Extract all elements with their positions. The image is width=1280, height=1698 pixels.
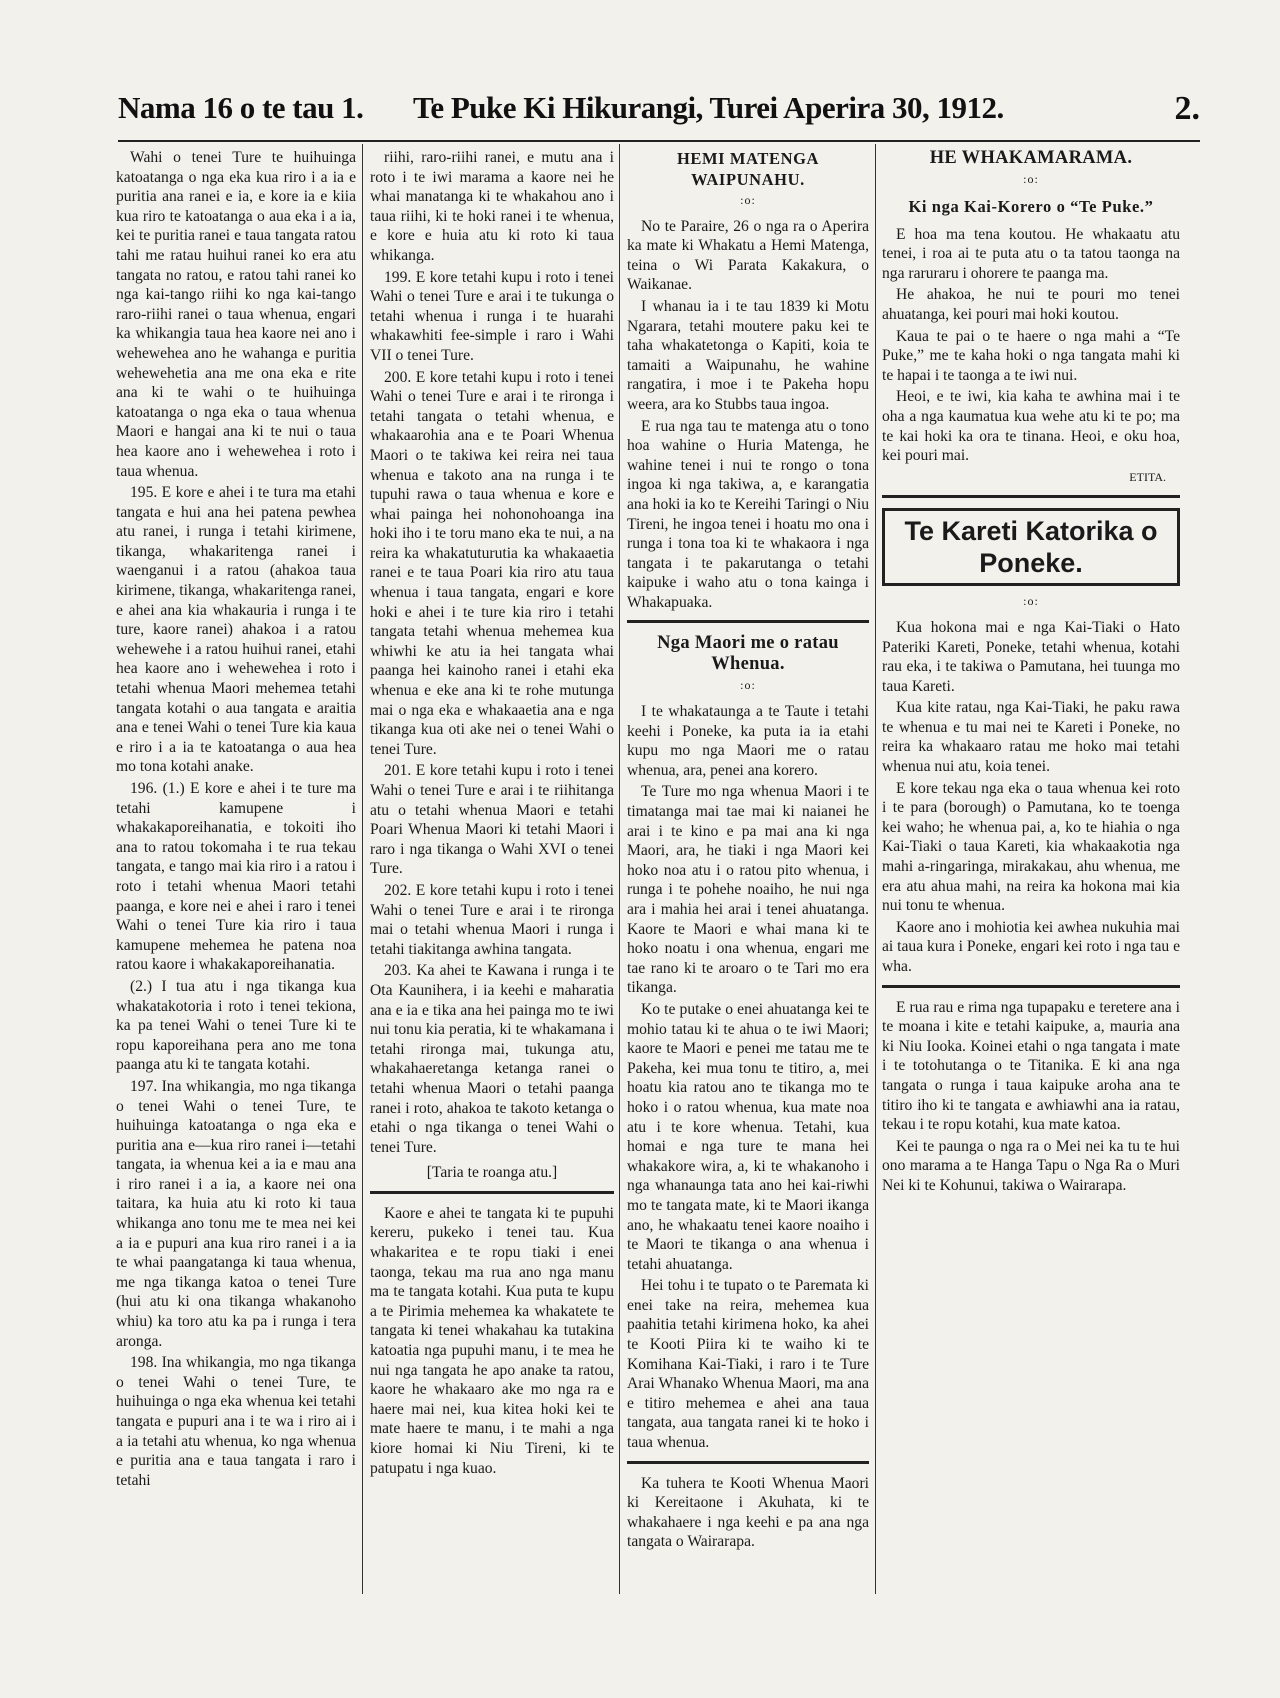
article-paragraph: He ahakoa, he nui te pouri mo tenei ahuatanga, kei pouri mai hoki koutou. [882,286,1180,323]
column-3 [627,148,869,1554]
article-paragraph: Heoi, e te iwi, kia kaha te awhina mai i te oha a nga kaumatua kua wehe atu ki te po; ma te kai hoki ka ora te tinana. Heoi, e oku hoa, kei pouri mai. [882,388,1180,465]
article-paragraph: Kua hokona mai e nga Kai-Tiaki o Hato Pateriki Kareti, Poneke, tetahi whenua, kotahi rau eka, i te takiwa o Pamutana, hei tuunga mo taua Kareti. [882,618,1180,695]
article-paragraph: riihi, raro-riihi ranei, e mutu ana i roto i te iwi marama a kaore nei he whai manatanga ki te whakahou ano i taua riihi, ki te hoki ranei i te whenua, e kore e huia atu ki roto ki taua whikanga. [370,149,614,264]
page-number: 2. [1174,90,1200,127]
separator: :o: [1023,594,1039,609]
masthead-rule [118,140,1200,142]
article-paragraph: 201. E kore tetahi kupu i roto i tenei Wahi o tenei Ture e arai i te riihitanga atu o tetahi whenua Maori e tetahi Poari Whenua Maori ki tetahi Maori i raro i nga tikanga o Wahi XVI o tenei Ture. [370,762,614,878]
paper-title-date: Te Puke Ki Hikurangi, Turei Aperira 30, 1912. [413,90,1004,125]
article-paragraph: 197. Ina whikangia, mo nga tikanga o tenei Wahi o tenei Ture, te huihuinga katoatanga o nga eka e puritia ana e—kua riro ranei i—tetahi tangata, ia whenua kei a ia e mau ana i riro ranei i a ia, a kaore nei ona taitara, ka huia atu ki roto ki taua whikanga ano tonu me te mea nei kei a ia e pupuri ana kua riro ranei i a ia te whai paangatanga ki taua whenua, me nga tikanga katoa o tenei Ture (hui atu ki ona tikanga whakanoho whiu) ka toro atu ka pa i runga i tera aronga. [116,1077,356,1350]
article-heading: HE WHAKAMARAMA. [929,148,1133,168]
article-paragraph: 199. E kore tetahi kupu i roto i tenei Wahi o tenei Ture e arai i te tukunga o tetahi whenua i runga i te huarahi whakawhiti fee-simple i raro i Wahi VII o tenei Ture. [370,268,614,364]
separator: :o: [740,193,756,207]
article-paragraph: Kaua te pai o te haere o nga mahi a “Te Puke,” me te kaha hoki o nga tangata mahi ki te hapai i te taonga a te iwi nui. [882,327,1180,384]
article-paragraph: Ko te putake o enei ahuatanga kei te mohio tatau ki te ahua o te iwi Maori; kaore te Maori e penei me tatau me te Pakeha, kei mua tonu te titiro, a, mei hoatu kia ratou ano te tikanga mo te hoko i o ratou whenua, kua mate noa atu i te kore whenua. Tetahi, kua homai e nga ture te mana hei whakakore wira, a, ki te whakanoho i nga whanaunga tata ano hei kai-riwhi mo te tangata mate, ki te Maori ikanga ano, he whakaatu tenei kaore noaiho i te Maori te tikanga o ana whenua i tetahi ahuatanga. [627,1000,869,1273]
separator: :o: [740,678,756,693]
article-heading: Te Kareti Katorika o Poneke. [904,516,1158,579]
article-paragraph: Kei te paunga o nga ra o Mei nei ka tu te hui ono marama a te Hanga Tapu o Nga Ra o Muri Nei ki te Kohunui, takiwa o Wairarapa. [882,1137,1180,1194]
separator: :o: [1023,172,1039,186]
section-rule [882,985,1180,988]
article-paragraph: 203. Ka ahei te Kawana i runga i te Ota Kaunihera, i ia keehi e maharatia ana e ia e tika ana hei painga mo te iwi nui tonu kia peratia, ki te whakamana i tetahi rironga mai, tukunga atu, whakahaeretanga ketanga ranei o tetahi whenua Maori o tetahi paanga ranei i roto, ahakoa te takoto ketanga o etahi o nga tikanga o tenei Wahi o tenei Ture. [370,962,614,1156]
section-rule [627,1461,869,1464]
article-paragraph: 200. E kore tetahi kupu i roto i tenei Wahi o tenei Ture e arai i te rironga i tetahi tangata o tetahi whenua, e whakaarohia ana e te Poari Whenua Maori o te takiwa kei reira nei taua whenua e takoto ana na runga i te tupuhi rawa o taua whenua e kore e whai painga hei nohonohoanga ina hoki iho i te toru mano eka te nui, a na reira ka whakatuturutia ka whakaaetia ranei e te taua Poari kia riro atu taua whenua i taua tangata, engari e kore hoki e ahei i te ture kia riro i tetahi tangata tetahi whenua mehemea kua whiwhi ke atu ia hei tangata whai paanga hei kainoho ranei i etahi eka whenua e eke ana ki te rohe mutunga mai o nga eka e whakaaetia ana e nga tikanga kua oti ake nei o tenei Wahi o tenei Ture. [370,368,614,758]
article-paragraph: E rua nga tau te matenga atu o tono hoa wahine o Huria Matenga, he wahine tenei i nui te rongo o tona ingoa ki nga takiwa, a, e karangatia ana hoki ia ko te Kereihi Taringi o Niu Tireni, he ingoa tenei i hoatu mo ona i runga i tona toa ki te whakaora i nga tangata i te pakarutanga o tetahi kaipuke i waho atu o tona kainga i Whakapuaka. [627,417,869,611]
article-paragraph: E kore tekau nga eka o taua whenua kei roto i te para (borough) o Pamutana, ko te toenga kei waho; he whenua pai, a, ko te hiahia o nga Kai-Tiaki o taua Kareti, kia whakaakotia nga mahi a-ringaringa, mirakakau, ahu whenua, me era atu ahua mahi, na reira ka hokona mai kia nui tonu te whenua. [882,779,1180,915]
article-paragraph: 202. E kore tetahi kupu i roto i tenei Wahi o tenei Ture e arai i te rironga mai o tetahi whenua Maori i runga i tetahi tiakitanga awhina tangata. [370,881,614,958]
article-paragraph: Wahi o tenei Ture te huihuinga katoatanga o nga eka kua riro i a ia e puritia ana ranei e ia, e kore ia e kiia kua riro te katoatanga o aua eka i a ia, kei te puritia ranei e taua tangata ratou tahi me ratau huihui ranei ko era atu tangata no ratou, e ratou tahi ranei ko nga kai-tango riihi ko nga kai-tango raro-riihi ranei o taua whenua, engari ka whikangia taua hea kaore nei ano i wehewehea ano he wahanga e puritia wehewehetia ana me ona eka e rite ana ki te wahi o te huihuinga katoatanga o nga eka o taua whenua Maori e hangai ana ki te nui o taua hea kaore ano i wehewehea i roto i taua whenua. [116,149,356,480]
section-rule [627,620,869,623]
article-paragraph: I te whakataunga a te Taute i tetahi keehi i Poneke, ka puta ia ia etahi kupu mo nga Maori me o ratau whenua, ara, penei ana korero. [627,703,869,779]
article-paragraph: E rua rau e rima nga tupapaku e teretere ana i te moana i kite e tetahi kaipuke, a, mauria ana ki Niu Iooka. Koinei etahi o nga tangata i mate i te totohutanga o te Titanika. E ki ana nga tangata o runga i taua kaipuke aroha ana te titiro iho ki te tangata e awhiawhi ana ia ratau, tekau i te ropu kotahi, kua mate katoa. [882,998,1180,1134]
signature: ETITA. [1129,469,1166,484]
column-rule [619,144,620,1594]
section-rule [370,1191,614,1194]
article-paragraph: Ka tuhera te Kooti Whenua Maori ki Kereitaone i Akuhata, ki te whakahaere i nga keehi e pa ana nga tangata o Wairarapa. [627,1474,869,1551]
article-paragraph: 195. E kore e ahei i te tura ma etahi tangata e hui ana hei patena pewhea atu ranei, i runga i tetahi kirimene, tikanga, whakaritenga ranei i waenganui i a ratou (ahakoa taua kirimene, tikanga, whakaritenga ranei, e ahei ana kia whakauria i runga i te ture, kaore ranei) ahakoa i a ratou wehewehe i a ratou huihui ranei, etahi hea kaore ano i wehewehea i roto i tetahi whenua Maori mehemea tetahi tangata kotahi o aua tangata e araitia ana e tenei Wahi o tenei Ture kia kaua e riro i a ia te katoatanga o aua hea mo tona kotahi anake. [116,484,356,776]
section-rule [882,495,1180,498]
heading-box [882,508,1180,586]
issue-number: Nama 16 o te tau 1. [118,90,364,125]
continued-note: [Taria te roanga atu.] [426,1164,558,1182]
article-heading: Nga Maori me o ratau Whenua. [657,633,839,675]
article-paragraph: 196. (1.) E kore e ahei i te ture ma tetahi kamupene i whakakaporeihanatia, e tokoiti iho ana to ratou tokomaha i te rua tekau tangata, e tango mai kia riro i a ratou i roto i tetahi whenua Maori tetahi paanga, e kore nei e ahei i raro i tenei Wahi o tenei Ture kia riro i taua kamupene mehemea he patena noa ratou kaore i whakakaporeihanatia. [116,780,356,974]
article-paragraph: Kaore ano i mohiotia kei awhea nukuhia mai ai taua kura i Poneke, engari kei roto i nga tau e wha. [882,918,1180,975]
article-paragraph: Kaore e ahei te tangata ki te pupuhi kereru, pukeko i tenei tau. Kua whakaritea e te ropu tiaki i enei taonga, tekau ma rua ano nga manu ma te tangata kotahi. Kua puta te kupu a te Pirimia mehemea ka whakatete te tangata ki tenei whakahau ka tutakina katoatia nga pupuhi manu, i te mea he nui nga tangata he apo anake ta ratou, kaore he whakaaro ake mo nga ra e haere mai nei, kua kitea hoki kei te mate haere te manu, i te mahi a nga kiore homai ki Niu Tireni, ki te patupatu i nga kuao. [370,1204,614,1477]
article-paragraph: No te Paraire, 26 o nga ra o Aperira ka mate ki Whakatu a Hemi Matenga, teina o Wi Parata Kakakura, o Waikanae. [627,217,869,294]
article-paragraph: Te Ture mo nga whenua Maori i te timatanga mai tae mai ki naianei he arai i te kino e pa mai ana ki nga Maori, ara, he tiaki i nga Maori kei hoko noa atu i o ratou pito whenua, i runga i te pohehe noaiho, he nui nga ara i mahia hei arai i tenei ahuatanga. Kaore te Maori e whai mana ki te hoko noatu i ona whenua, engari me tae rano ki te aroaro o te Tari mo era tikanga. [627,783,869,997]
masthead [118,90,1200,138]
article-paragraph: I whanau ia i te tau 1839 ki Motu Ngarara, tetahi moutere paku kei te taha whakatetonga o Kapiti, koia te tamaiti a Waipunahu, he wahine rangatira, i moe i te Pakeha hopu weera, ara ko Stubbs taua ingoa. [627,297,869,413]
article-paragraph: Hei tohu i te tupato o te Paremata ki enei take na reira, mehemea kua paahitia tetahi kirimena hoko, ka ahei te Kooti Piira ki te waiho ki te Komihana Kai-Tiaki, i raro i te Ture Arai Whanako Whenua Maori, ma ana e titiro mehemea e ahei ana taua tangata, aua tangata ranei ki te hoko i taua whenua. [627,1277,869,1452]
article-paragraph: Kua kite ratau, nga Kai-Tiaki, he paku rawa te whenua e tu mai nei te Kareti i Poneke, no reira ka whakaaro ratau me hoko mai tetahi whenua nui atu, koia tenei. [882,699,1180,776]
article-paragraph: 198. Ina whikangia, mo nga tikanga o tenei Wahi o tenei Ture, te huihuinga o nga eka whenua kei tetahi tangata e pupuri ana i te wa i riro ai i a ia tetahi atu whenua, ko nga whenua e puritia ana e taua tangata i raro i tetahi [116,1354,356,1489]
column-rule [875,144,876,1594]
column-4 [882,148,1180,1198]
article-paragraph: E hoa ma tena koutou. He whakaatu atu tenei, i roa ai te puta atu o ta tatou taonga na nga raruraru i ohorere te paanga ma. [882,225,1180,282]
article-paragraph: (2.) I tua atu i nga tikanga kua whakatakotoria i roto i tenei tekiona, ka pa tenei Wahi o tenei Ture ki te ropu kaporeihana pera ano me tona paanga atu ki te tangata kotahi. [116,977,356,1074]
column-2 [370,148,614,1480]
article-subheading: Ki nga Kai-Korero o “Te Puke.” [908,196,1154,216]
column-1 [116,148,356,1492]
column-rule [362,144,363,1594]
article-heading: HEMI MATENGA WAIPUNAHU. [676,149,820,189]
